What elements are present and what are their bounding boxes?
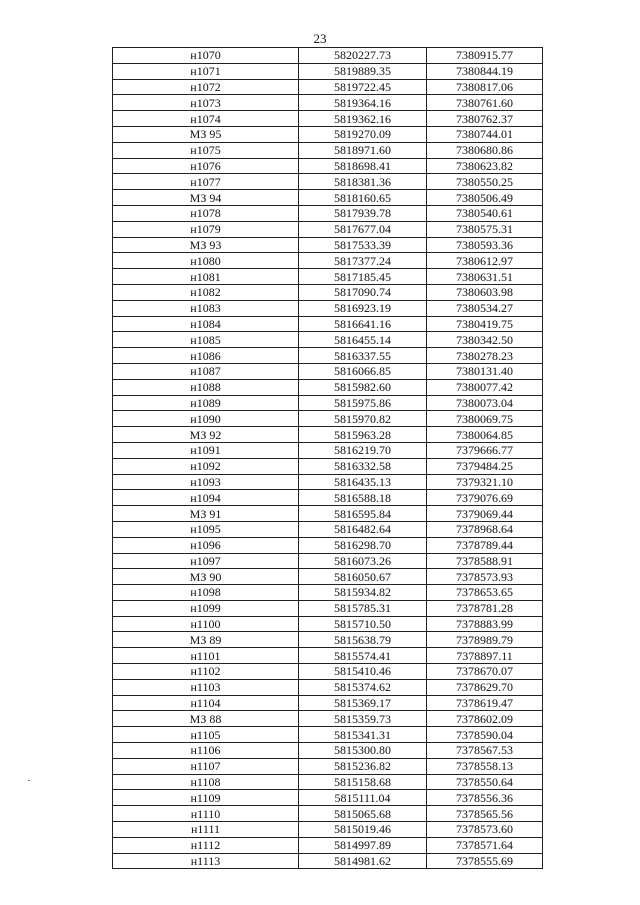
y-coordinate-cell: 7378573.60 [427,822,543,838]
point-name-cell: МЗ 95 [113,126,299,142]
point-name-cell: н1111 [113,822,299,838]
table-row [113,743,543,759]
x-coordinate-cell: 5815638.79 [299,632,427,648]
point-name-cell: н1079 [113,221,299,237]
table-row [113,490,543,506]
x-coordinate-cell: 5815359.73 [299,711,427,727]
point-name-cell: МЗ 92 [113,427,299,443]
table-row [113,395,543,411]
table-row [113,474,543,490]
table-row [113,205,543,221]
point-name-cell: н1084 [113,316,299,332]
coordinates-table [112,47,543,869]
point-name-cell: н1092 [113,458,299,474]
y-coordinate-cell: 7380631.51 [427,269,543,285]
table-row [113,711,543,727]
y-coordinate-cell: 7380575.31 [427,221,543,237]
x-coordinate-cell: 5819722.45 [299,79,427,95]
table-row [113,458,543,474]
y-coordinate-cell: 7378989.79 [427,632,543,648]
y-coordinate-cell: 7378558.13 [427,758,543,774]
coordinates-table-body [113,48,543,869]
table-row [113,537,543,553]
y-coordinate-cell: 7380844.19 [427,63,543,79]
point-name-cell: н1077 [113,174,299,190]
y-coordinate-cell: 7380762.37 [427,111,543,127]
point-name-cell: н1091 [113,442,299,458]
point-name-cell: н1110 [113,806,299,822]
table-row [113,506,543,522]
point-name-cell: МЗ 94 [113,190,299,206]
point-name-cell: н1078 [113,205,299,221]
x-coordinate-cell: 5816435.13 [299,474,427,490]
point-name-cell: н1090 [113,411,299,427]
table-row [113,521,543,537]
point-name-cell: н1097 [113,553,299,569]
point-name-cell: н1094 [113,490,299,506]
y-coordinate-cell: 7378629.70 [427,679,543,695]
y-coordinate-cell: 7378781.28 [427,600,543,616]
x-coordinate-cell: 5815963.28 [299,427,427,443]
table-row [113,48,543,64]
table-row [113,853,543,869]
point-name-cell: н1104 [113,695,299,711]
x-coordinate-cell: 5815019.46 [299,822,427,838]
point-name-cell: н1087 [113,363,299,379]
x-coordinate-cell: 5815111.04 [299,790,427,806]
x-coordinate-cell: 5815785.31 [299,600,427,616]
table-row [113,411,543,427]
y-coordinate-cell: 7380623.82 [427,158,543,174]
table-row [113,332,543,348]
y-coordinate-cell: 7380603.98 [427,284,543,300]
y-coordinate-cell: 7380550.25 [427,174,543,190]
table-row [113,79,543,95]
point-name-cell: н1113 [113,853,299,869]
x-coordinate-cell: 5817185.45 [299,269,427,285]
table-row [113,126,543,142]
x-coordinate-cell: 5815970.82 [299,411,427,427]
y-coordinate-cell: 7378602.09 [427,711,543,727]
x-coordinate-cell: 5815236.82 [299,758,427,774]
x-coordinate-cell: 5817533.39 [299,237,427,253]
table-row [113,63,543,79]
table-row [113,774,543,790]
y-coordinate-cell: 7380064.85 [427,427,543,443]
table-row [113,679,543,695]
table-row [113,600,543,616]
y-coordinate-cell: 7380680.86 [427,142,543,158]
x-coordinate-cell: 5814997.89 [299,837,427,853]
point-name-cell: н1082 [113,284,299,300]
point-name-cell: н1105 [113,727,299,743]
x-coordinate-cell: 5815065.68 [299,806,427,822]
table-row [113,806,543,822]
point-name-cell: н1074 [113,111,299,127]
x-coordinate-cell: 5815369.17 [299,695,427,711]
y-coordinate-cell: 7379666.77 [427,442,543,458]
table-row [113,758,543,774]
y-coordinate-cell: 7380069.75 [427,411,543,427]
table-row [113,648,543,664]
table-row [113,379,543,395]
x-coordinate-cell: 5816641.16 [299,316,427,332]
x-coordinate-cell: 5818971.60 [299,142,427,158]
table-row [113,632,543,648]
table-row [113,300,543,316]
page-number: 23 [313,31,327,46]
y-coordinate-cell: 7380817.06 [427,79,543,95]
point-name-cell: н1088 [113,379,299,395]
x-coordinate-cell: 5816298.70 [299,537,427,553]
y-coordinate-cell: 7378619.47 [427,695,543,711]
point-name-cell: н1109 [113,790,299,806]
point-name-cell: н1100 [113,616,299,632]
y-coordinate-cell: 7378789.44 [427,537,543,553]
y-coordinate-cell: 7380593.36 [427,237,543,253]
x-coordinate-cell: 5816219.70 [299,442,427,458]
x-coordinate-cell: 5816050.67 [299,569,427,585]
y-coordinate-cell: 7380342.50 [427,332,543,348]
table-row [113,316,543,332]
y-coordinate-cell: 7378550.64 [427,774,543,790]
table-row [113,111,543,127]
table-row [113,822,543,838]
table-row [113,727,543,743]
point-name-cell: н1085 [113,332,299,348]
x-coordinate-cell: 5814981.62 [299,853,427,869]
x-coordinate-cell: 5815158.68 [299,774,427,790]
x-coordinate-cell: 5817939.78 [299,205,427,221]
point-name-cell: н1103 [113,679,299,695]
point-name-cell: МЗ 88 [113,711,299,727]
point-name-cell: н1080 [113,253,299,269]
y-coordinate-cell: 7379484.25 [427,458,543,474]
table-row [113,790,543,806]
point-name-cell: н1093 [113,474,299,490]
point-name-cell: н1096 [113,537,299,553]
point-name-cell: МЗ 89 [113,632,299,648]
y-coordinate-cell: 7379076.69 [427,490,543,506]
point-name-cell: н1108 [113,774,299,790]
x-coordinate-cell: 5820227.73 [299,48,427,64]
point-name-cell: н1070 [113,48,299,64]
x-coordinate-cell: 5816482.64 [299,521,427,537]
table-row [113,190,543,206]
table-row [113,427,543,443]
point-name-cell: МЗ 90 [113,569,299,585]
point-name-cell: н1099 [113,600,299,616]
table-row [113,442,543,458]
x-coordinate-cell: 5818381.36 [299,174,427,190]
table-row [113,585,543,601]
y-coordinate-cell: 7378588.91 [427,553,543,569]
table-row [113,269,543,285]
x-coordinate-cell: 5815410.46 [299,664,427,680]
x-coordinate-cell: 5815341.31 [299,727,427,743]
x-coordinate-cell: 5816455.14 [299,332,427,348]
x-coordinate-cell: 5819889.35 [299,63,427,79]
x-coordinate-cell: 5816923.19 [299,300,427,316]
x-coordinate-cell: 5815300.80 [299,743,427,759]
point-name-cell: н1083 [113,300,299,316]
x-coordinate-cell: 5815982.60 [299,379,427,395]
table-row [113,363,543,379]
table-row [113,237,543,253]
x-coordinate-cell: 5815934.82 [299,585,427,601]
point-name-cell: н1075 [113,142,299,158]
point-name-cell: МЗ 93 [113,237,299,253]
y-coordinate-cell: 7378556.36 [427,790,543,806]
x-coordinate-cell: 5816588.18 [299,490,427,506]
y-coordinate-cell: 7379069.44 [427,506,543,522]
point-name-cell: н1095 [113,521,299,537]
y-coordinate-cell: 7380419.75 [427,316,543,332]
table-row [113,158,543,174]
point-name-cell: н1071 [113,63,299,79]
y-coordinate-cell: 7378555.69 [427,853,543,869]
x-coordinate-cell: 5815374.62 [299,679,427,695]
point-name-cell: н1102 [113,664,299,680]
table-row [113,695,543,711]
y-coordinate-cell: 7378567.53 [427,743,543,759]
y-coordinate-cell: 7378565.56 [427,806,543,822]
y-coordinate-cell: 7380278.23 [427,348,543,364]
x-coordinate-cell: 5817677.04 [299,221,427,237]
x-coordinate-cell: 5815975.86 [299,395,427,411]
x-coordinate-cell: 5816332.58 [299,458,427,474]
point-name-cell: н1106 [113,743,299,759]
point-name-cell: н1089 [113,395,299,411]
point-name-cell: МЗ 91 [113,506,299,522]
x-coordinate-cell: 5815574.41 [299,648,427,664]
y-coordinate-cell: 7378897.11 [427,648,543,664]
table-row [113,616,543,632]
x-coordinate-cell: 5819270.09 [299,126,427,142]
point-name-cell: н1076 [113,158,299,174]
point-name-cell: н1098 [113,585,299,601]
table-row [113,837,543,853]
point-name-cell: н1081 [113,269,299,285]
x-coordinate-cell: 5816073.26 [299,553,427,569]
y-coordinate-cell: 7378573.93 [427,569,543,585]
x-coordinate-cell: 5817090.74 [299,284,427,300]
table-row [113,174,543,190]
y-coordinate-cell: 7378653.65 [427,585,543,601]
y-coordinate-cell: 7380761.60 [427,95,543,111]
table-row [113,348,543,364]
point-name-cell: н1107 [113,758,299,774]
table-row [113,221,543,237]
margin-mark [28,780,30,781]
y-coordinate-cell: 7379321.10 [427,474,543,490]
y-coordinate-cell: 7380915.77 [427,48,543,64]
point-name-cell: н1073 [113,95,299,111]
y-coordinate-cell: 7378670.07 [427,664,543,680]
y-coordinate-cell: 7380131.40 [427,363,543,379]
y-coordinate-cell: 7378571.64 [427,837,543,853]
y-coordinate-cell: 7378590.04 [427,727,543,743]
x-coordinate-cell: 5816066.85 [299,363,427,379]
point-name-cell: н1072 [113,79,299,95]
y-coordinate-cell: 7380744.01 [427,126,543,142]
point-name-cell: н1086 [113,348,299,364]
table-row [113,569,543,585]
point-name-cell: н1112 [113,837,299,853]
y-coordinate-cell: 7378883.99 [427,616,543,632]
table-row [113,253,543,269]
x-coordinate-cell: 5816337.55 [299,348,427,364]
y-coordinate-cell: 7380612.97 [427,253,543,269]
x-coordinate-cell: 5817377.24 [299,253,427,269]
x-coordinate-cell: 5819362.16 [299,111,427,127]
table-row [113,142,543,158]
y-coordinate-cell: 7380073.04 [427,395,543,411]
y-coordinate-cell: 7380077.42 [427,379,543,395]
x-coordinate-cell: 5816595.84 [299,506,427,522]
y-coordinate-cell: 7378968.64 [427,521,543,537]
x-coordinate-cell: 5819364.16 [299,95,427,111]
table-row [113,284,543,300]
x-coordinate-cell: 5815710.50 [299,616,427,632]
y-coordinate-cell: 7380534.27 [427,300,543,316]
table-row [113,553,543,569]
point-name-cell: н1101 [113,648,299,664]
table-row [113,95,543,111]
y-coordinate-cell: 7380506.49 [427,190,543,206]
y-coordinate-cell: 7380540.61 [427,205,543,221]
x-coordinate-cell: 5818160.65 [299,190,427,206]
x-coordinate-cell: 5818698.41 [299,158,427,174]
table-row [113,664,543,680]
